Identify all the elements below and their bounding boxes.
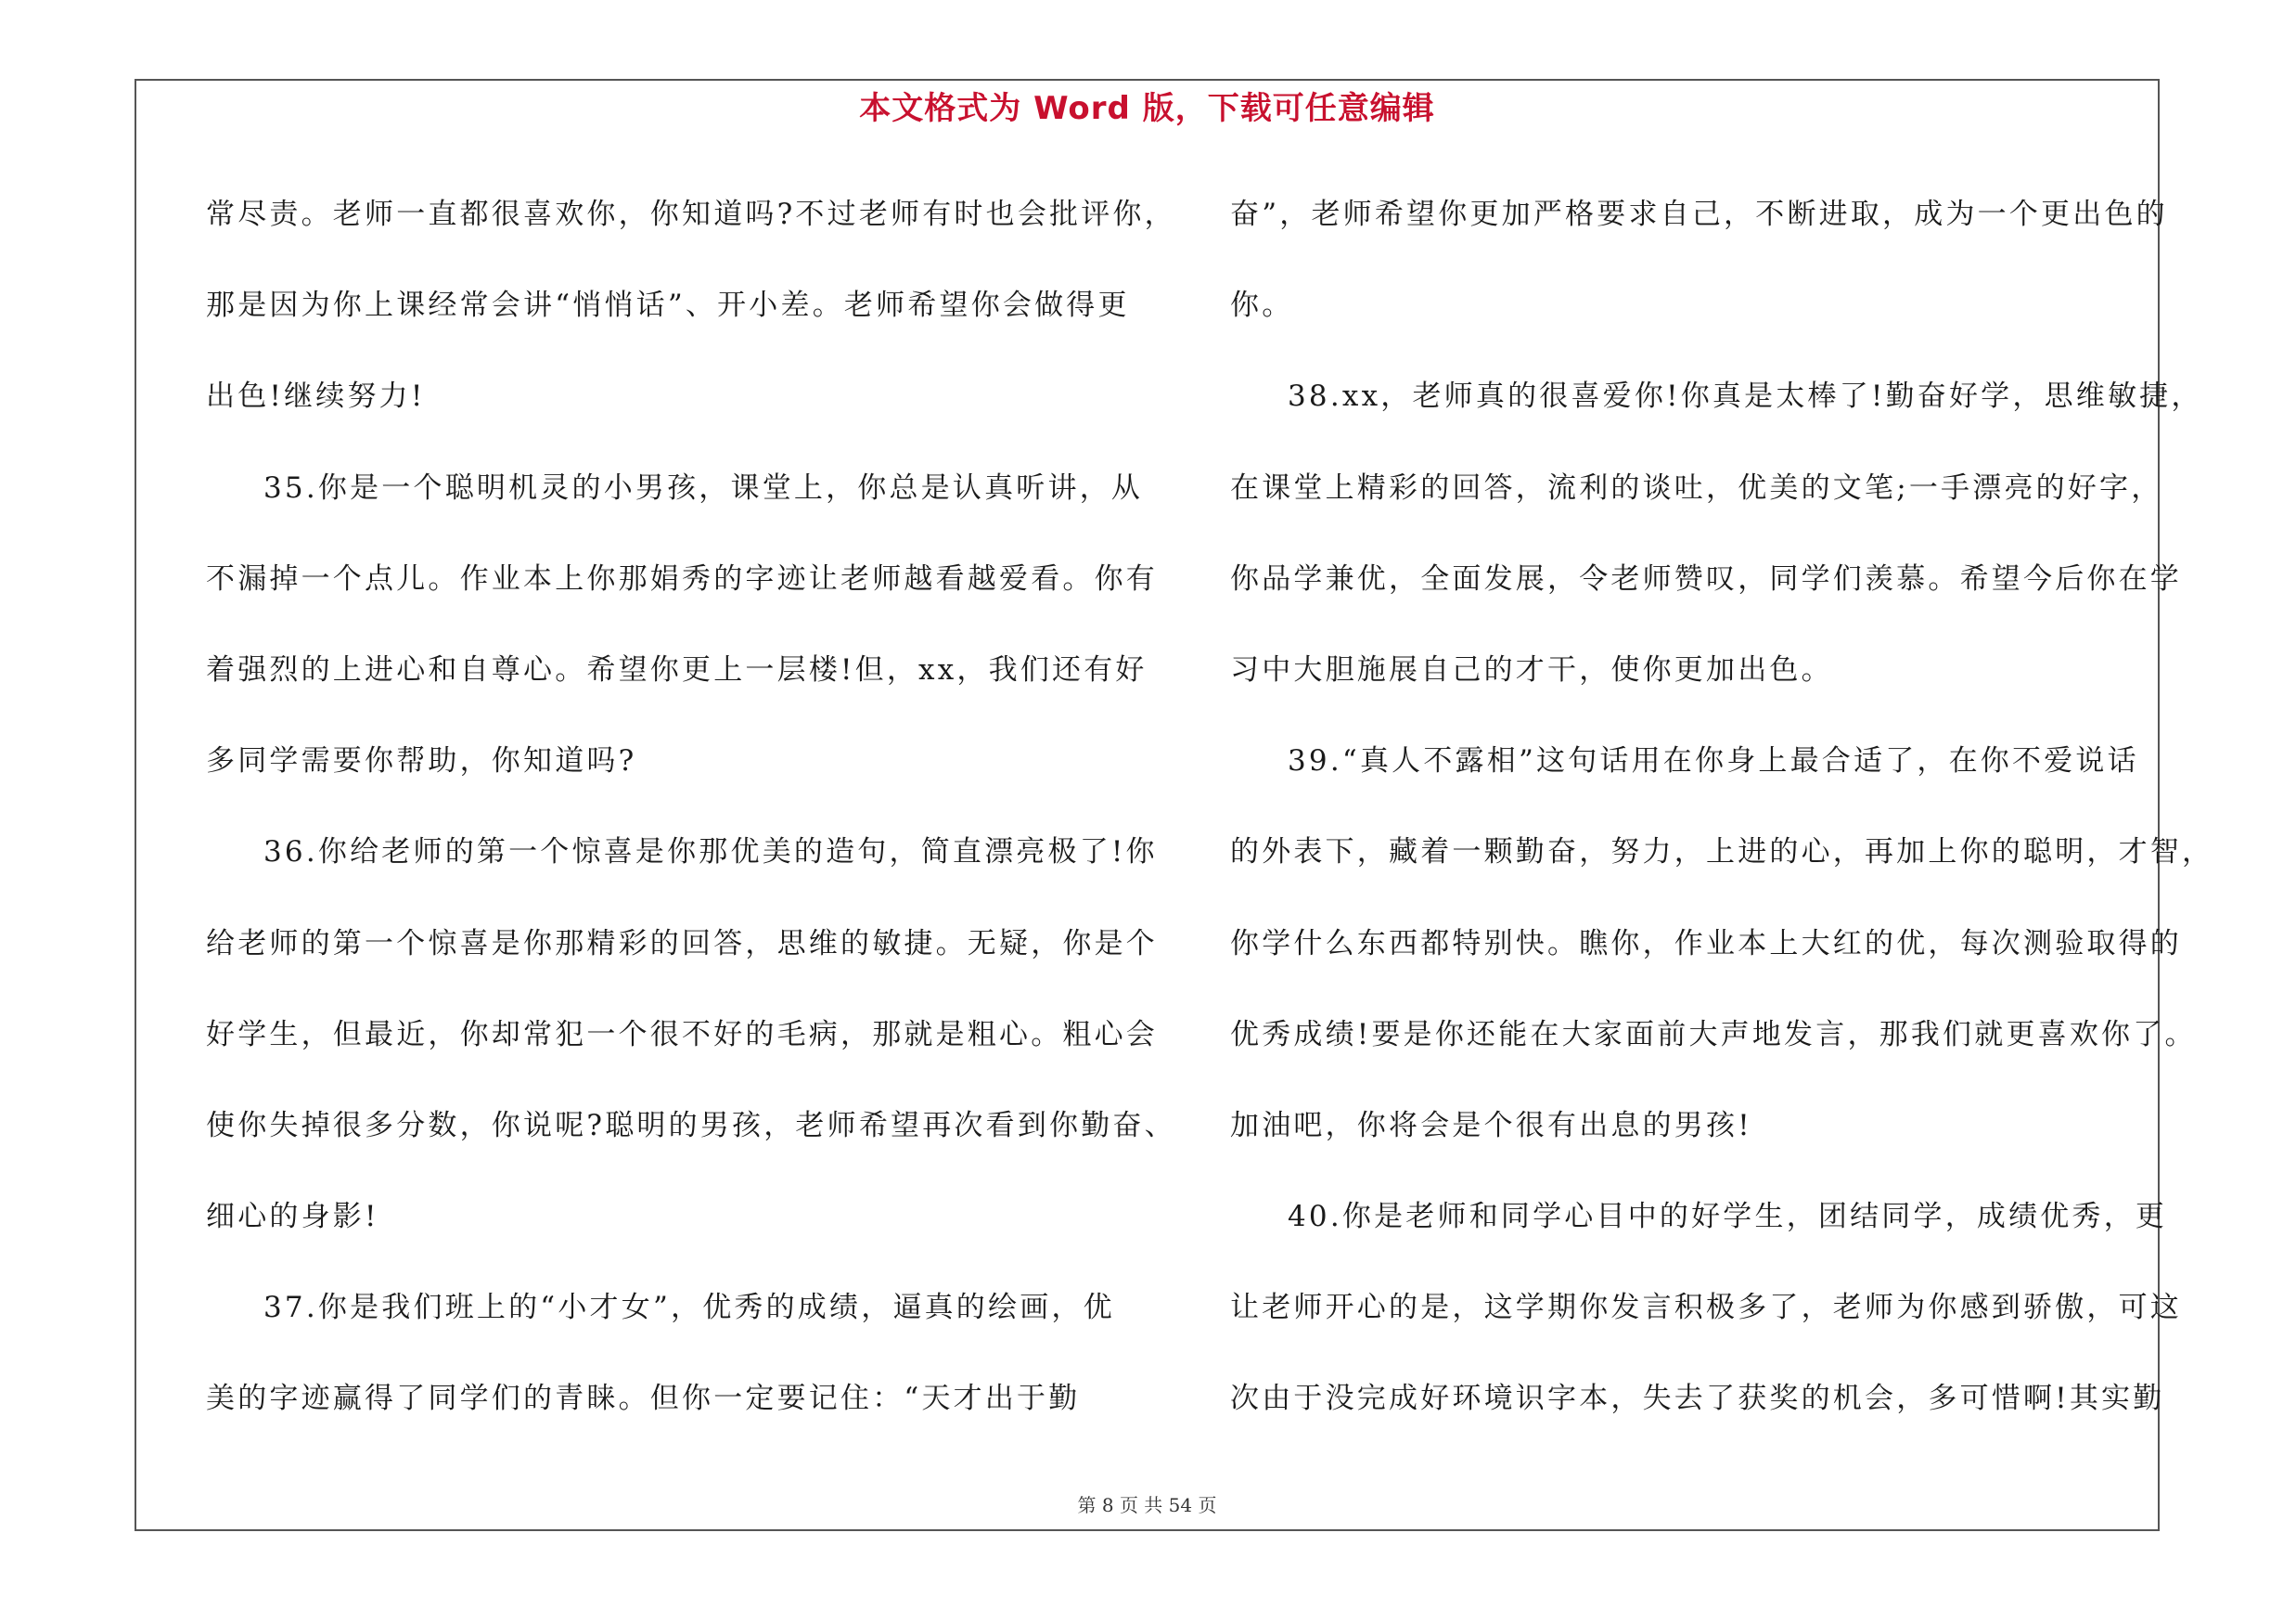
paragraph-start-line: 36.你给老师的第一个惊喜是你那优美的造句，简直漂亮极了!你 bbox=[263, 835, 1158, 869]
paragraph-start-line: 38.xx，老师真的很喜爱你!你真是太棒了!勤奋好学，思维敏捷， bbox=[1288, 380, 2203, 414]
text-line: 美的字迹赢得了同学们的青睐。但你一定要记住：“天才出于勤 bbox=[206, 1382, 1081, 1416]
text-line: 使你失掉很多分数，你说呢?聪明的男孩，老师希望再次看到你勤奋、 bbox=[206, 1108, 1176, 1142]
text-line: 加油吧，你将会是个很有出息的男孩! bbox=[1230, 1108, 1752, 1142]
text-line: 多同学需要你帮助，你知道吗? bbox=[206, 744, 637, 779]
text-line: 次由于没完成好环境识字本，失去了获奖的机会，多可惜啊!其实勤 bbox=[1230, 1382, 2165, 1416]
text-line: 习中大胆施展自己的才干，使你更加出色。 bbox=[1230, 652, 1833, 687]
page-number: 第 8 页 共 54 页 bbox=[1077, 1494, 1217, 1516]
paragraph-start-line: 35.你是一个聪明机灵的小男孩，课堂上，你总是认真听讲，从 bbox=[263, 470, 1144, 505]
text-line: 细心的身影! bbox=[206, 1200, 379, 1234]
text-line: 给老师的第一个惊喜是你那精彩的回答，思维的敏捷。无疑，你是个 bbox=[206, 926, 1158, 960]
paragraph-start-line: 37.你是我们班上的“小才女”，优秀的成绩，逼真的绘画，优 bbox=[263, 1291, 1115, 1325]
text-line: 不漏掉一个点儿。作业本上你那娟秀的字迹让老师越看越爱看。你有 bbox=[206, 561, 1158, 596]
text-line: 的外表下，藏着一颗勤奋，努力，上进的心，再加上你的聪明，才智， bbox=[1230, 835, 2214, 869]
text-line: 你品学兼优，全面发展，令老师赞叹，同学们羡慕。希望今后你在学 bbox=[1230, 561, 2182, 596]
header-banner: 本文格式为 Word 版，下载可任意编辑 bbox=[859, 90, 1435, 127]
text-line: 好学生，但最近，你却常犯一个很不好的毛病，那就是粗心。粗心会 bbox=[206, 1017, 1158, 1051]
text-line: 奋”，老师希望你更加严格要求自己，不断进取，成为一个更出色的 bbox=[1230, 198, 2168, 231]
text-line: 在课堂上精彩的回答，流利的谈吐，优美的文笔;一手漂亮的好字， bbox=[1230, 470, 2163, 505]
left-text-column bbox=[206, 182, 1176, 1458]
paragraph-start-line: 39.“真人不露相”这句话用在你身上最合适了，在你不爱说话 bbox=[1288, 744, 2139, 779]
text-line: 那是因为你上课经常会讲“悄悄话”、开小差。老师希望你会做得更 bbox=[206, 289, 1130, 323]
text-line: 让老师开心的是，这学期你发言积极多了，老师为你感到骄傲，可这 bbox=[1230, 1291, 2182, 1325]
paragraph-start-line: 40.你是老师和同学心目中的好学生，团结同学，成绩优秀，更 bbox=[1288, 1200, 2168, 1234]
right-text-column bbox=[1230, 182, 2214, 1458]
text-line: 常尽责。老师一直都很喜欢你，你知道吗?不过老师有时也会批评你， bbox=[206, 198, 1176, 231]
text-line: 优秀成绩!要是你还能在大家面前大声地发言，那我们就更喜欢你了。 bbox=[1230, 1017, 2197, 1051]
text-line: 你学什么东西都特别快。瞧你，作业本上大红的优，每次测验取得的 bbox=[1230, 926, 2182, 960]
text-line: 出色!继续努力! bbox=[206, 380, 426, 414]
text-line: 着强烈的上进心和自尊心。希望你更上一层楼!但，xx，我们还有好 bbox=[206, 652, 1148, 687]
text-line: 你。 bbox=[1230, 289, 1294, 323]
